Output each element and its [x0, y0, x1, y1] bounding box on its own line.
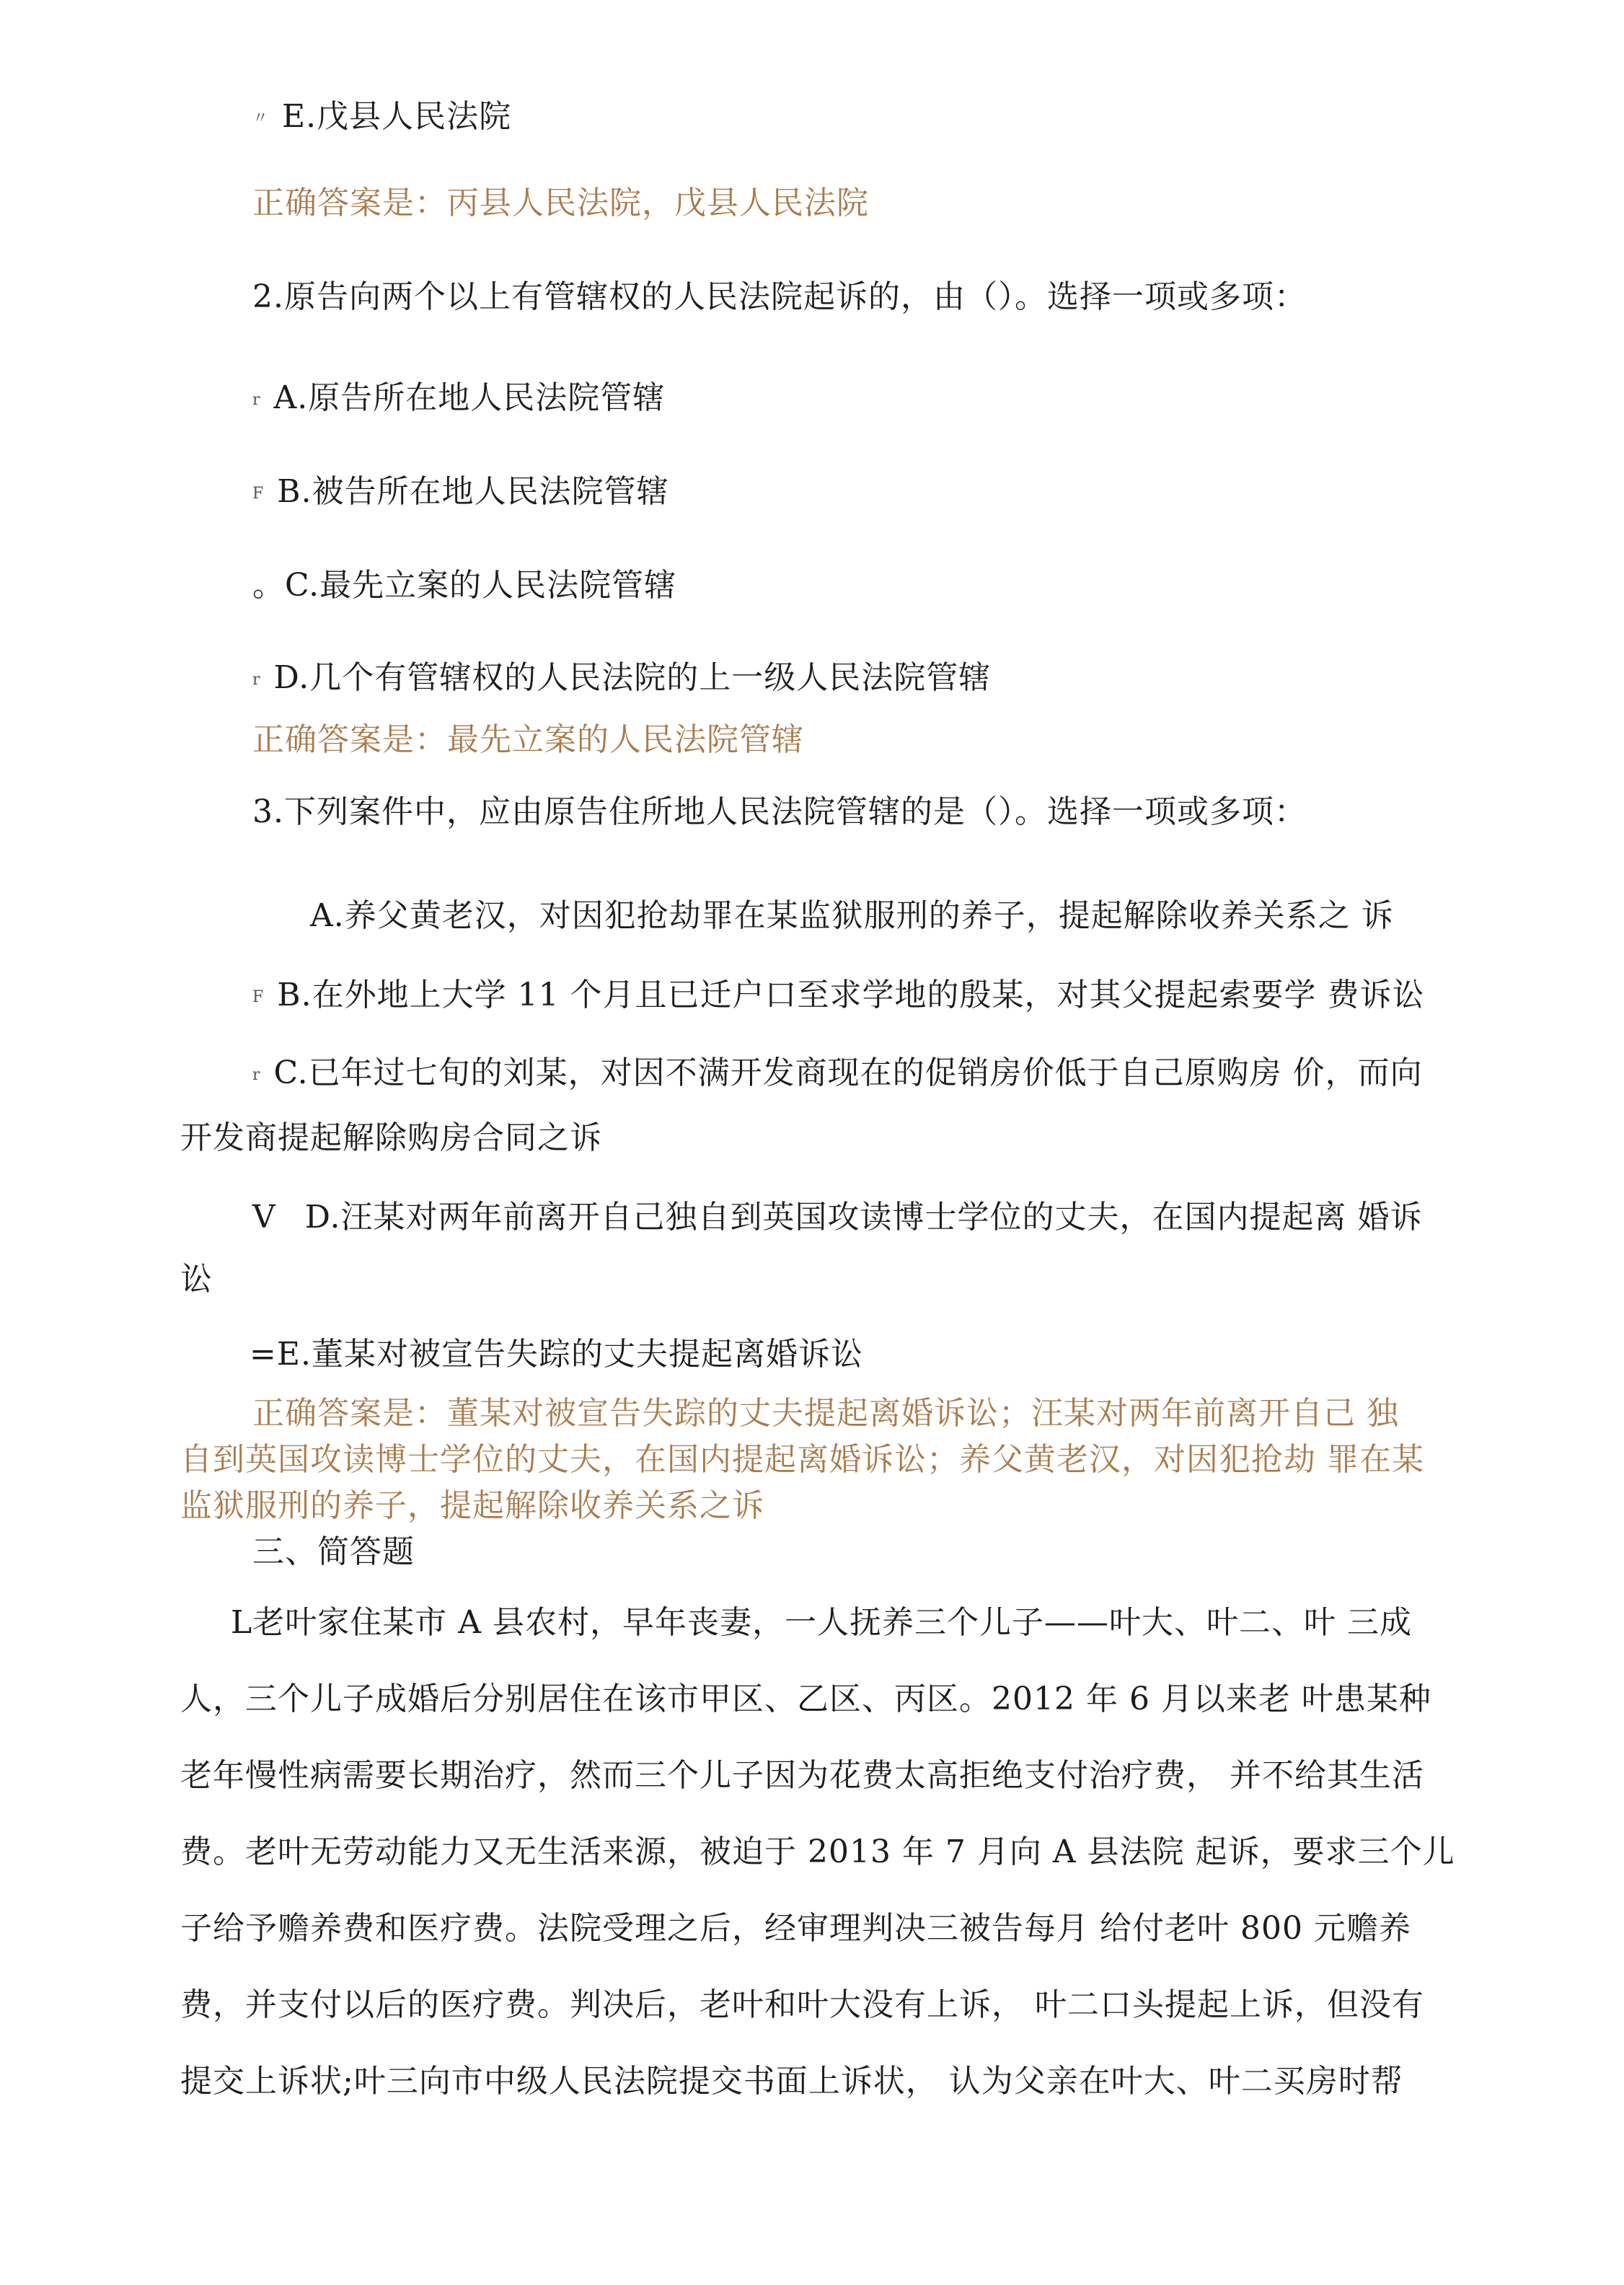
option-text: B.在外地上大学 11 个月且已迁户口至求学地的殷某，对其父提起索要学 费诉讼: [277, 977, 1425, 1013]
essay-line: 老年慢性病需要长期治疗，然而三个儿子因为花费太高拒绝支付治疗费， 并不给其生活: [180, 1757, 1424, 1794]
q2-stem: 2.原告向两个以上有管辖权的人民法院起诉的，由（）。选择一项或多项：: [252, 278, 1307, 315]
essay-line: L老叶家住某市 A 县农村，早年丧妻，一人抚养三个儿子——叶大、叶二、叶 三成: [231, 1604, 1412, 1641]
q2-option-d[interactable]: [252, 659, 992, 696]
option-marker-icon: F: [252, 987, 265, 1006]
q3-option-c-continued: 开发商提起解除购房合同之诉: [180, 1119, 602, 1156]
essay-line: 提交上诉状;叶三向市中级人民法院提交书面上诉状， 认为父亲在叶大、叶二买房时帮: [180, 2063, 1403, 2100]
checkmark-icon: V: [252, 1199, 276, 1236]
option-marker-icon: =: [250, 1336, 277, 1373]
option-marker-icon: r: [252, 1065, 261, 1084]
option-text: C.已年过七旬的刘某，对因不满开发商现在的促销房价低于自己原购房 价，而向: [273, 1055, 1423, 1091]
option-marker-icon: r: [252, 390, 261, 409]
option-text: E.董某对被宣告失踪的丈夫提起离婚诉讼: [276, 1336, 863, 1373]
option-text: A.原告所在地人民法院管辖: [273, 379, 666, 416]
option-marker-icon: F: [252, 484, 265, 503]
q2-option-a[interactable]: [252, 379, 666, 416]
q3-correct-answer-line1: 正确答案是：董某对被宣告失踪的丈夫提起离婚诉讼；汪某对两年前离开自己 独: [252, 1395, 1399, 1432]
q3-correct-answer-line2: 自到英国攻读博士学位的丈夫，在国内提起离婚诉讼；养父黄老汉，对因犯抢劫 罪在某: [180, 1441, 1424, 1478]
option-text: B.被告所在地人民法院管辖: [277, 473, 669, 510]
essay-line: 子给予赡养费和医疗费。法院受理之后，经审理判决三被告每月 给付老叶 800 元赡养: [180, 1910, 1411, 1947]
option-text: D.汪某对两年前离开自己独自到英国攻读博士学位的丈夫，在国内提起离 婚诉: [304, 1199, 1423, 1236]
essay-line: 人，三个儿子成婚后分别居住在该市甲区、乙区、丙区。2012 年 6 月以来老 叶患某种: [180, 1681, 1431, 1717]
option-marker-icon: r: [252, 670, 261, 689]
q3-stem: 3.下列案件中，应由原告住所地人民法院管辖的是（）。选择一项或多项：: [252, 793, 1307, 830]
q2-option-c[interactable]: [252, 567, 677, 604]
q3-option-d-continued: 讼: [180, 1261, 213, 1298]
essay-line: 费，并支付以后的医疗费。判决后，老叶和叶大没有上诉， 叶二口头提起上诉，但没有: [180, 1986, 1424, 2023]
q3-option-d[interactable]: [252, 1199, 1423, 1236]
option-text: D.几个有管辖权的人民法院的上一级人民法院管辖: [273, 659, 992, 696]
option-marker-icon: 〃: [252, 109, 270, 128]
option-text: E.戊县人民法院: [282, 98, 512, 135]
q3-correct-answer-line3: 监狱服刑的养子，提起解除收养关系之诉: [180, 1487, 764, 1524]
q1-correct-answer: 正确答案是：丙县人民法院，戊县人民法院: [252, 185, 869, 221]
section-title: 三、简答题: [252, 1533, 415, 1570]
q1-option-e[interactable]: [252, 98, 512, 135]
option-text: C.最先立案的人民法院管辖: [285, 567, 677, 604]
q3-option-b[interactable]: [252, 979, 1425, 1011]
essay-line: 费。老叶无劳动能力又无生活来源，被迫于 2013 年 7 月向 A 县法院 起诉，要求三个儿: [180, 1833, 1455, 1870]
q3-option-e[interactable]: [250, 1336, 863, 1373]
q3-option-a[interactable]: A.养父黄老汉，对因犯抢劫罪在某监狱服刑的养子，提起解除收养关系之 诉: [310, 897, 1394, 934]
q3-option-c[interactable]: [252, 1057, 1423, 1089]
option-marker-icon: 。: [252, 567, 285, 604]
q2-option-b[interactable]: [252, 473, 669, 510]
q2-correct-answer: 正确答案是：最先立案的人民法院管辖: [252, 721, 804, 758]
